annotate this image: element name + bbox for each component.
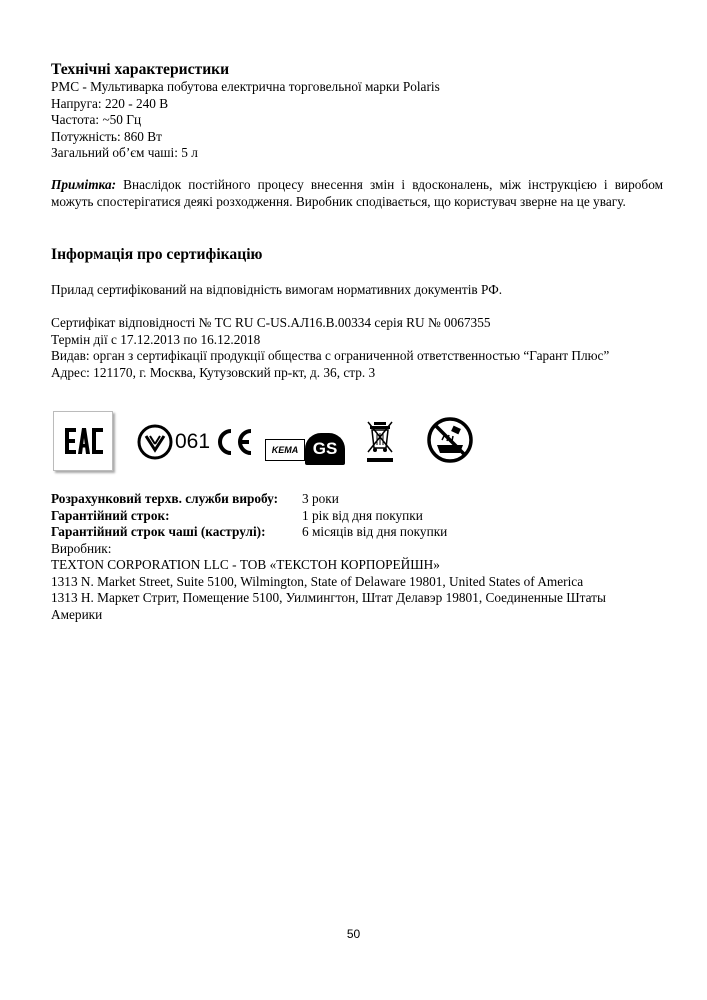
note-text: Внаслідок постійного процесу внесення змін і вдосконалень, між інструкцією і виробом можуть спостерігатися деякі розходження. Виробник сподівається, що користувач зверне на це увагу.	[51, 177, 663, 209]
tech-line: Частота: ~50 Гц	[51, 112, 142, 127]
manufacturer-line: Америки	[51, 606, 103, 622]
manufacturer-label: Виробник:	[51, 540, 112, 556]
no-immersion-logo	[425, 415, 475, 465]
note-paragraph	[51, 177, 663, 210]
eac-logo	[53, 411, 113, 471]
cert-line: Сертифікат відповідності № ТС RU C-US.АЛ16.В.00334 серія RU № 0067355	[51, 315, 491, 330]
ua-ce-logo	[135, 422, 255, 462]
page-number: 50	[346, 927, 361, 941]
crossed-bin-icon	[364, 418, 396, 464]
tech-line: Напруга: 220 - 240 В	[51, 95, 169, 111]
ce-mark-icon	[213, 427, 255, 457]
terms-section	[51, 491, 663, 623]
eac-mark-icon	[54, 412, 112, 470]
cert-section	[51, 246, 663, 264]
bowl-warranty-row	[51, 524, 663, 541]
cert-intro: Прилад сертифікований на відповідність вимогам нормативних документів РФ.	[51, 282, 503, 297]
tech-line: PMC - Мультиварка побутова електрична торговельної марки Polaris	[51, 79, 440, 94]
tech-title: Технічні характеристики	[51, 61, 230, 78]
manufacturer-line: TEXTON CORPORATION LLC - ТОВ «ТЕКСТОН КОРПОРЕЙШН»	[51, 557, 440, 572]
warranty-value: 1 рік від дня покупки	[302, 507, 423, 523]
cert-line: Термін дії с 17.12.2013 по 16.12.2018	[51, 331, 261, 347]
cert-line: Адрес: 121170, г. Москва, Кутузовский пр-кт, д. 36, стр. 3	[51, 364, 376, 380]
tech-line: Потужність: 860 Вт	[51, 128, 162, 144]
manufacturer-line: 1313 N. Market Street, Suite 5100, Wilmington, State of Delaware 19801, United States of America	[51, 573, 584, 589]
kema-gs-logo	[265, 433, 349, 467]
service-life-label: Розрахунковий терхв. служби виробу:	[51, 491, 279, 506]
warranty-row	[51, 508, 663, 525]
no-water-icon	[425, 415, 475, 465]
tech-section	[51, 61, 663, 162]
gs-mark: GS	[305, 433, 345, 465]
bowl-warranty-label: Гарантійний строк чаші (каструлі):	[51, 524, 266, 539]
tech-line: Загальний об’єм чаші: 5 л	[51, 145, 198, 160]
cert-details	[51, 315, 663, 381]
bowl-warranty-value: 6 місяців від дня покупки	[302, 524, 448, 539]
kema-box: KEMA	[265, 439, 305, 461]
weee-logo	[364, 418, 396, 464]
note-label: Примітка:	[51, 177, 117, 192]
certification-logos	[51, 410, 481, 474]
warranty-label: Гарантійний строк:	[51, 507, 170, 523]
ua-conformity-icon	[135, 422, 175, 462]
cert-title: Інформація про сертифікацію	[51, 246, 263, 263]
manufacturer-line: 1313 Н. Маркет Стрит, Помещение 5100, Уилмингтон, Штат Делавэр 19801, Соединенные Штаты	[51, 590, 606, 605]
service-life-row	[51, 491, 663, 508]
cert-line: Видав: орган з сертифікації продукції общества с ограниченной ответственностью “Гарант Плюс”	[51, 348, 610, 363]
ua-number: 061	[175, 430, 211, 453]
service-life-value: 3 роки	[302, 491, 339, 506]
